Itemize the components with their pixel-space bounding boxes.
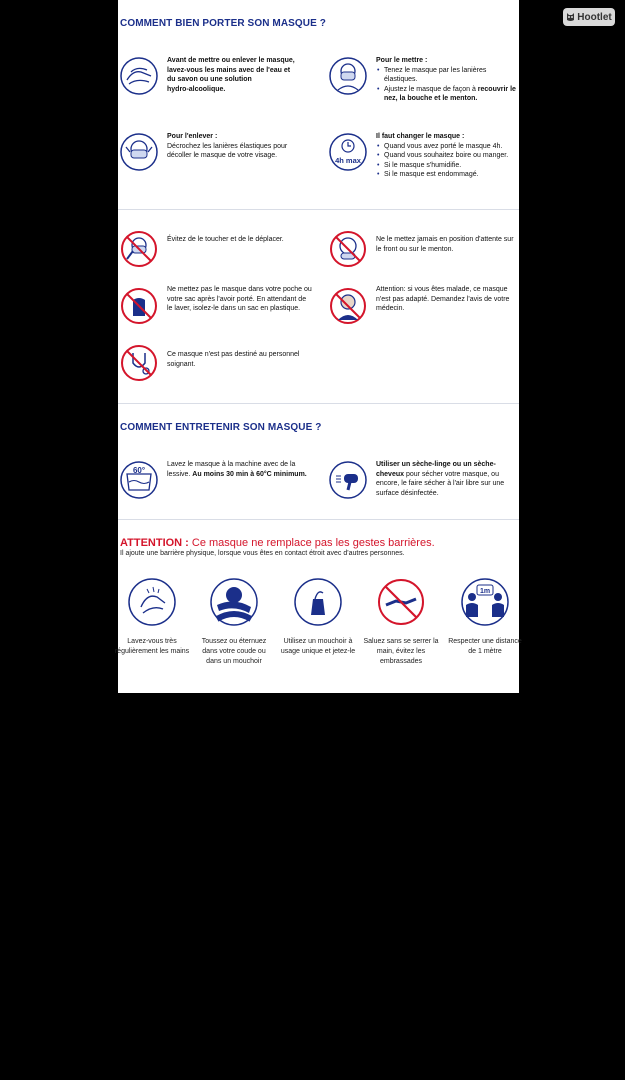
gesture-caption: Respecter une distance de 1 mètre (448, 638, 522, 655)
divider (118, 209, 519, 210)
hootlet-button[interactable] (563, 8, 615, 26)
section-title-care: COMMENT ENTRETENIR SON MASQUE ? (120, 422, 322, 433)
attention-heading: ATTENTION : Ce masque ne remplace pas les gestes barrières. (120, 537, 435, 549)
svg-text:60°: 60° (132, 466, 146, 475)
sick-text: Attention: si vous êtes malade, ce masque n'est pas adapté. Demandez l'avis de votre médecin. (376, 286, 510, 312)
touch-text: Évitez de le toucher et de le déplacer. (167, 236, 284, 243)
infographic-document (114, 0, 522, 693)
gesture-distance (447, 577, 523, 657)
hand-wash-icon (119, 56, 159, 96)
no-handshake-icon (376, 577, 426, 627)
dryer-text: Utiliser un sèche-linge ou un sèche-cheveux pour sécher votre masque, ou encore, le faire sécher à l'air libre sur une surface désinfectée. (376, 461, 505, 497)
gesture-caption: Lavez-vous très régulièrement les mains (114, 638, 190, 655)
gesture-cough-elbow (196, 577, 272, 667)
hand-wash-icon (127, 577, 177, 627)
gesture-caption: Utilisez un mouchoir à usage unique et jetez-le (280, 638, 356, 655)
wash-text: Avant de mettre ou enlever le masque, lavez-vous les mains avec de l'eau et du savon ou une solution hydro-alcoolique. (167, 57, 295, 93)
svg-text:4h max: 4h max (335, 156, 361, 165)
no-touch-icon (119, 229, 159, 269)
distance-icon (460, 577, 510, 627)
tissue-icon (293, 577, 343, 627)
section-title-wear: COMMENT BIEN PORTER SON MASQUE ? (120, 18, 326, 29)
gesture-caption: Toussez ou éternuez dans votre coude ou dans un mouchoir (201, 638, 267, 665)
mask-removal-icon (119, 132, 159, 172)
divider (118, 519, 519, 520)
gesture-caption: Saluez sans se serrer la main, évitez les embrassades (363, 638, 439, 665)
machine-text: Lavez le masque à la machine avec de la lessive. Au moins 30 min à 60°C minimum. (167, 461, 307, 478)
attention-subtitle: Il ajoute une barrière physique, lorsque vous êtes en contact étroit avec d'autres personnes. (120, 550, 405, 557)
no-stethoscope-icon (119, 343, 159, 383)
staff-text: Ce masque n'est pas destiné au personnel soignant. (167, 351, 300, 368)
position-text: Ne le mettez jamais en position d'attente sur le front ou sur le menton. (376, 236, 514, 253)
washing-machine-icon (119, 460, 159, 500)
divider (118, 403, 519, 404)
gesture-tissue (280, 577, 356, 657)
hair-dryer-icon (328, 460, 368, 500)
owl-icon (566, 12, 575, 22)
mask-face-icon (328, 56, 368, 96)
cough-elbow-icon (209, 577, 259, 627)
gesture-wash-hands (114, 577, 190, 657)
no-pocket-icon (119, 286, 159, 326)
change-text: Il faut changer le masque : • Quand vous avez porté le masque 4h. • Quand vous souhaitez boire ou manger. • Si le masque s'humidifie. • Si le masque est endommagé. (376, 132, 518, 180)
remove-text: Pour l'enlever : Décrochez les lanières élastiques pour décoller le masque de votre visage. (167, 133, 288, 159)
clock-icon (328, 132, 368, 172)
svg-text:1m: 1m (479, 588, 491, 595)
put-on-text: Pour le mettre : • Tenez le masque par les lanières élastiques. • Ajustez le masque de façon à recouvrir le nez, la bouche et le menton. (376, 56, 518, 104)
sick-person-icon (328, 286, 368, 326)
no-chin-mask-icon (328, 229, 368, 269)
gesture-no-handshake (363, 577, 439, 667)
pocket-text: Ne mettez pas le masque dans votre poche ou votre sac après l'avoir porté. En attendant de le laver, isolez-le dans un sac en plastique. (167, 286, 312, 312)
hootlet-label: Hootlet (577, 11, 612, 23)
